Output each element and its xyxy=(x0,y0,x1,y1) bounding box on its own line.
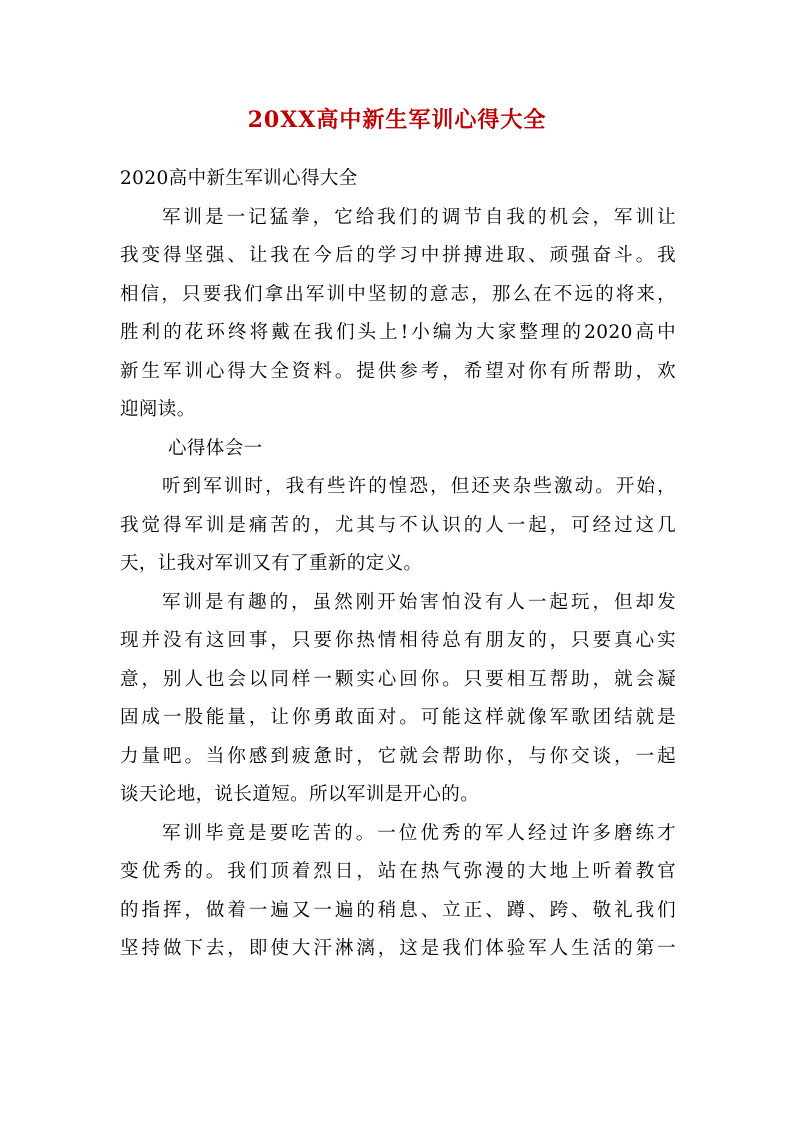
paragraph-line: 天，让我对军训又有了重新的定义。 xyxy=(120,553,423,574)
document-title: 20XX高中新生军训心得大全 xyxy=(247,107,547,133)
section-heading: 心得体会一 xyxy=(168,437,263,459)
paragraph-line: 固成一股能量，让你勇敢面对。可能这样就像军歌团结就是 xyxy=(120,707,676,728)
paragraph-line: 我变得坚强、让我在今后的学习中拼搏进取、顽强奋斗。我 xyxy=(120,245,676,266)
paragraph-line: 相信，只要我们拿出军训中坚韧的意志，那么在不远的将来， xyxy=(120,283,676,305)
paragraph-line: 力量吧。当你感到疲惫时，它就会帮助你，与你交谈，一起 xyxy=(120,745,676,767)
paragraph-line: 军训毕竟是要吃苦的。一位优秀的军人经过许多磨练才 xyxy=(162,822,676,844)
paragraph-line: 听到军训时，我有些许的惶恐，但还夹杂些激动。开始， xyxy=(162,476,676,497)
paragraph-line: 军训是一记猛拳，它给我们的调节自我的机会，军训让 xyxy=(162,206,676,228)
paragraph-line: 谈天论地，说长道短。所以军训是开心的。 xyxy=(120,784,480,805)
paragraph-line: 新生军训心得大全资料。提供参考，希望对你有所帮助，欢 xyxy=(120,360,676,382)
paragraph-line: 的指挥，做着一遍又一遍的稍息、立正、蹲、跨、敬礼我们 xyxy=(120,899,676,921)
paragraph-line: 军训是有趣的，虽然刚开始害怕没有人一起玩，但却发 xyxy=(162,591,676,613)
paragraph-line: 胜利的花环终将戴在我们头上!小编为大家整理的2020高中 xyxy=(120,322,676,343)
paragraph-line: 迎阅读。 xyxy=(120,399,196,420)
paragraph-line: 意，别人也会以同样一颗实心回你。只要相互帮助，就会凝 xyxy=(120,668,676,690)
paragraph-line: 现并没有这回事，只要你热情相待总有朋友的，只要真心实 xyxy=(120,630,676,651)
document-body xyxy=(120,160,676,969)
paragraph-line: 变优秀的。我们顶着烈日，站在热气弥漫的大地上听着教官 xyxy=(120,861,676,882)
paragraph-line: 坚持做下去，即使大汗淋漓，这是我们体验军人生活的第一 xyxy=(120,938,676,959)
paragraph-line: 我觉得军训是痛苦的，尤其与不认识的人一起，可经过这几 xyxy=(120,514,676,536)
subtitle-line: 2020高中新生军训心得大全 xyxy=(120,168,358,189)
